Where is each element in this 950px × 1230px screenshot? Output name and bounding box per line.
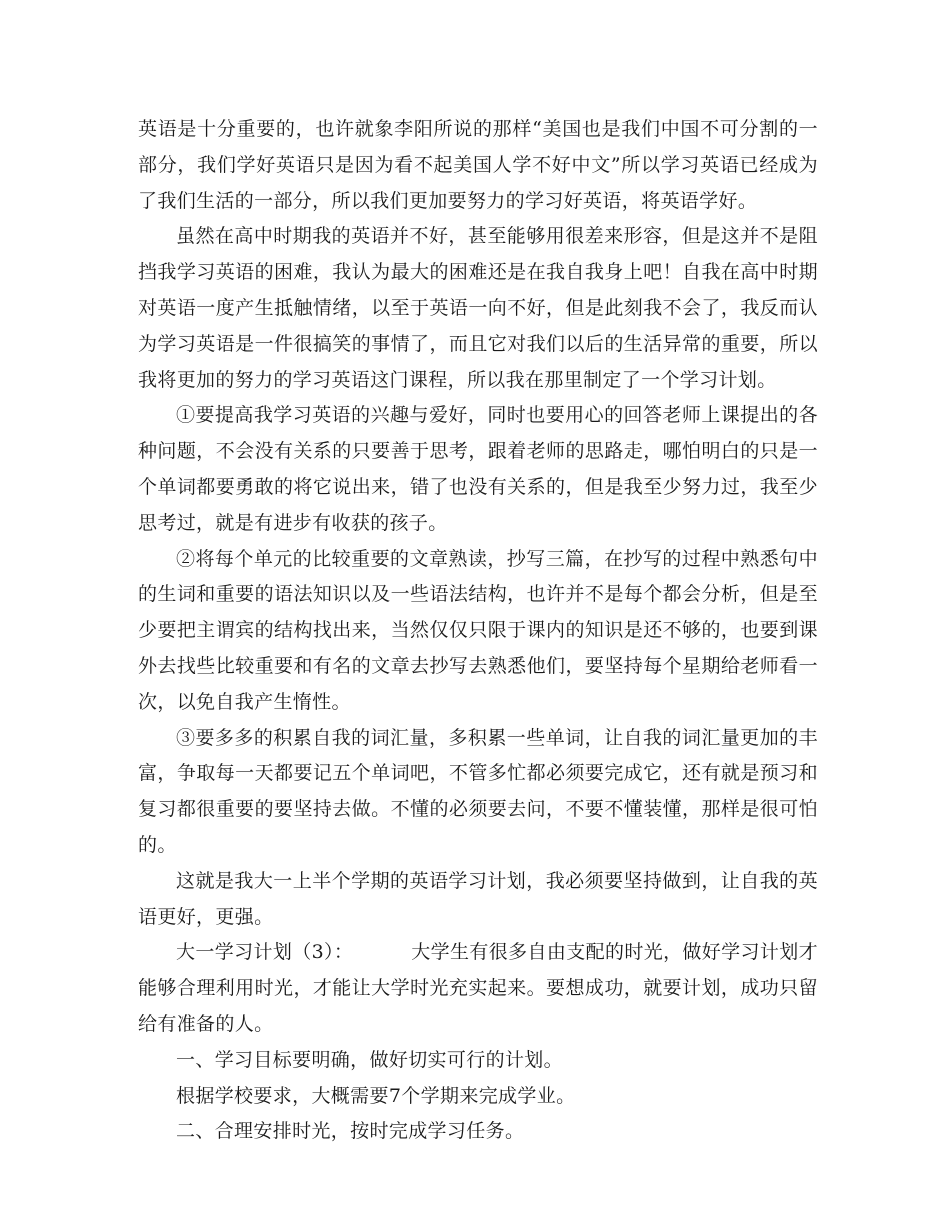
paragraph-plan-summary: 这就是我大一上半个学期的英语学习计划，我必须要坚持做到，让自我的英语更好，更强。	[138, 869, 818, 928]
section-3-heading: 大一学习计划（3）：	[176, 941, 354, 964]
paragraph-plan-item-2: ②将每个单元的比较重要的文章熟读，抄写三篇，在抄写的过程中熟悉句中的生词和重要的语法知识以及一些语法结构，也许并不是每个都会分析，但是至少要把主谓宾的结构找出来，当然仅仅只限于课内的知识是还不够的，也要到课外去找些比较重要和有名的文章去抄写去熟悉他们，要坚持每个星期给老师看一次，以免自我产生惰性。	[138, 547, 818, 713]
section-3-body: 大学生有很多自由支配的时光，做好学习计划才能够合理利用时光，才能让大学时光充实起来。要想成功，就要计划，成功只留给有准备的人。	[138, 941, 818, 1035]
list-item-goal: 一、学习目标要明确，做好切实可行的计划。	[176, 1048, 564, 1071]
paragraph-plan-item-3: ③要多多的积累自我的词汇量，多积累一些单词，让自我的词汇量更加的丰富，争取每一天都要记五个单词吧，不管多忙都必须要完成它，还有就是预习和复习都很重要的要坚持去做。不懂的必须要去问，不要不懂装懂，那样是很可怕的。	[138, 726, 818, 856]
document-body	[138, 112, 818, 1150]
paragraph-plan-item-1: ①要提高我学习英语的兴趣与爱好，同时也要用心的回答老师上课提出的各种问题，不会没有关系的只要善于思考，跟着老师的思路走，哪怕明白的只是一个单词都要勇敢的将它说出来，错了也没有关系的，但是我至少努力过，我至少思考过，就是有进步有收获的孩子。	[138, 404, 818, 534]
paragraph-high-school-english: 虽然在高中时期我的英语并不好，甚至能够用很差来形容，但是这并不是阻挡我学习英语的困难，我认为最大的困难还是在我自我身上吧！自我在高中时期对英语一度产生抵触情绪，以至于英语一向不好，但是此刻我不会了，我反而认为学习英语是一件很搞笑的事情了，而且它对我们以后的生活异常的重要，所以我将更加的努力的学习英语这门课程，所以我在那里制定了一个学习计划。	[138, 225, 818, 391]
list-item-time: 二、合理安排时光，按时完成学习任务。	[176, 1120, 525, 1143]
paragraph-section-3	[138, 935, 818, 1042]
paragraph-english-importance: 英语是十分重要的，也许就象李阳所说的那样“美国也是我们中国不可分割的一部分，我们学好英语只是因为看不起美国人学不好中文”所以学习英语已经成为了我们生活的一部分，所以我们更加要努力的学习好英语，将英语学好。	[138, 118, 818, 212]
list-item-goal-detail: 根据学校要求，大概需要7个学期来完成学业。	[176, 1084, 576, 1107]
